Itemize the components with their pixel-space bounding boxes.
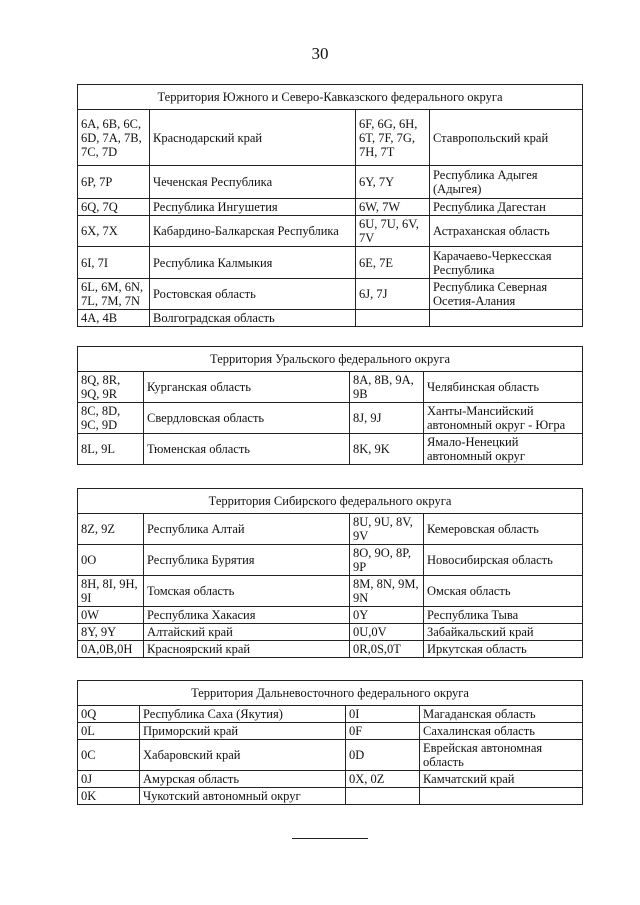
codes-cell: 0Q	[78, 706, 140, 723]
region-cell: Красноярский край	[144, 641, 350, 658]
codes-cell: 8C, 8D, 9C, 9D	[78, 403, 144, 434]
codes-cell: 0R,0S,0T	[350, 641, 424, 658]
codes-cell: 6J, 7J	[356, 279, 430, 310]
region-cell: Краснодарский край	[150, 110, 356, 166]
table-row	[78, 706, 583, 723]
codes-cell	[346, 788, 420, 805]
region-cell: Чеченская Республика	[150, 166, 356, 199]
region-cell: Алтайский край	[144, 624, 350, 641]
codes-cell: 0X, 0Z	[346, 771, 420, 788]
region-cell: Республика Тыва	[424, 607, 583, 624]
table-title: Территория Сибирского федерального округа	[78, 489, 583, 514]
region-cell: Волгоградская область	[150, 310, 356, 327]
region-cell: Республика Адыгея (Адыгея)	[430, 166, 583, 199]
table-row	[78, 788, 583, 805]
region-cell: Республика Калмыкия	[150, 247, 356, 279]
region-cell: Амурская область	[140, 771, 346, 788]
region-cell: Республика Ингушетия	[150, 199, 356, 216]
codes-cell: 8K, 9K	[350, 434, 424, 465]
codes-cell: 6W, 7W	[356, 199, 430, 216]
region-cell: Новосибирская область	[424, 545, 583, 576]
codes-cell: 0F	[346, 723, 420, 740]
codes-cell: 0W	[78, 607, 144, 624]
codes-cell: 6E, 7E	[356, 247, 430, 279]
codes-cell: 0C	[78, 740, 140, 771]
table-row	[78, 199, 583, 216]
region-cell: Камчатский край	[420, 771, 583, 788]
table-row	[78, 310, 583, 327]
table-row	[78, 166, 583, 199]
codes-cell: 6Q, 7Q	[78, 199, 150, 216]
codes-cell: 6F, 6G, 6H, 6T, 7F, 7G, 7H, 7T	[356, 110, 430, 166]
codes-cell: 0O	[78, 545, 144, 576]
codes-cell: 0A,0B,0H	[78, 641, 144, 658]
table-row	[78, 279, 583, 310]
region-cell: Кемеровская область	[424, 514, 583, 545]
codes-cell: 6X, 7X	[78, 216, 150, 247]
codes-cell: 8Y, 9Y	[78, 624, 144, 641]
table-row	[78, 514, 583, 545]
table-row	[78, 434, 583, 465]
region-cell	[420, 788, 583, 805]
table-row	[78, 624, 583, 641]
region-cell: Чукотский автономный округ	[140, 788, 346, 805]
table-row	[78, 216, 583, 247]
region-cell: Приморский край	[140, 723, 346, 740]
codes-cell: 0I	[346, 706, 420, 723]
table-row	[78, 607, 583, 624]
region-cell: Томская область	[144, 576, 350, 607]
far-east-table	[77, 680, 583, 805]
codes-cell: 8Z, 9Z	[78, 514, 144, 545]
south-north-caucasus-table	[77, 84, 583, 327]
codes-cell: 6U, 7U, 6V, 7V	[356, 216, 430, 247]
codes-cell: 0J	[78, 771, 140, 788]
table-row	[78, 545, 583, 576]
codes-cell: 6A, 6B, 6C, 6D, 7A, 7B, 7C, 7D	[78, 110, 150, 166]
region-cell: Республика Бурятия	[144, 545, 350, 576]
codes-cell: 6Y, 7Y	[356, 166, 430, 199]
region-cell: Республика Саха (Якутия)	[140, 706, 346, 723]
region-cell: Ямало-Ненецкий автономный округ	[424, 434, 583, 465]
region-cell: Карачаево-Черкесская Республика	[430, 247, 583, 279]
page-number: 30	[311, 44, 329, 63]
table-row	[78, 110, 583, 166]
region-cell: Ростовская область	[150, 279, 356, 310]
table-row	[78, 372, 583, 403]
region-cell: Ставропольский край	[430, 110, 583, 166]
table-row	[78, 723, 583, 740]
region-cell: Омская область	[424, 576, 583, 607]
table-row	[78, 740, 583, 771]
codes-cell: 8Q, 8R, 9Q, 9R	[78, 372, 144, 403]
ural-table	[77, 346, 583, 465]
codes-cell: 8M, 8N, 9M, 9N	[350, 576, 424, 607]
region-cell: Магаданская область	[420, 706, 583, 723]
region-cell: Ханты-Мансийский автономный округ - Югра	[424, 403, 583, 434]
codes-cell: 8J, 9J	[350, 403, 424, 434]
codes-cell: 8A, 8B, 9A, 9B	[350, 372, 424, 403]
region-cell: Иркутская область	[424, 641, 583, 658]
region-cell: Республика Хакасия	[144, 607, 350, 624]
codes-cell: 6P, 7P	[78, 166, 150, 199]
table-row	[78, 641, 583, 658]
region-cell: Республика Алтай	[144, 514, 350, 545]
region-cell: Курганская область	[144, 372, 350, 403]
codes-cell: 6L, 6M, 6N, 7L, 7M, 7N	[78, 279, 150, 310]
region-cell: Республика Северная Осетия-Алания	[430, 279, 583, 310]
region-cell: Еврейская автономная область	[420, 740, 583, 771]
region-cell	[430, 310, 583, 327]
codes-cell: 8L, 9L	[78, 434, 144, 465]
codes-cell: 8H, 8I, 9H, 9I	[78, 576, 144, 607]
codes-cell: 0D	[346, 740, 420, 771]
region-cell: Астраханская область	[430, 216, 583, 247]
codes-cell: 0L	[78, 723, 140, 740]
table-row	[78, 403, 583, 434]
codes-cell	[356, 310, 430, 327]
footer-rule	[292, 838, 368, 839]
codes-cell: 0K	[78, 788, 140, 805]
codes-cell: 8O, 9O, 8P, 9P	[350, 545, 424, 576]
codes-cell: 8U, 9U, 8V, 9V	[350, 514, 424, 545]
codes-cell: 4A, 4B	[78, 310, 150, 327]
region-cell: Кабардино-Балкарская Республика	[150, 216, 356, 247]
codes-cell: 6I, 7I	[78, 247, 150, 279]
region-cell: Хабаровский край	[140, 740, 346, 771]
table-row	[78, 771, 583, 788]
table-title: Территория Уральского федерального округа	[78, 347, 583, 372]
region-cell: Республика Дагестан	[430, 199, 583, 216]
region-cell: Свердловская область	[144, 403, 350, 434]
table-row	[78, 576, 583, 607]
table-row	[78, 247, 583, 279]
table-title: Территория Южного и Северо-Кавказского федерального округа	[78, 85, 583, 110]
region-cell: Сахалинская область	[420, 723, 583, 740]
codes-cell: 0Y	[350, 607, 424, 624]
siberian-table	[77, 488, 583, 658]
region-cell: Забайкальский край	[424, 624, 583, 641]
region-cell: Тюменская область	[144, 434, 350, 465]
codes-cell: 0U,0V	[350, 624, 424, 641]
table-title: Территория Дальневосточного федерального округа	[78, 681, 583, 706]
region-cell: Челябинская область	[424, 372, 583, 403]
